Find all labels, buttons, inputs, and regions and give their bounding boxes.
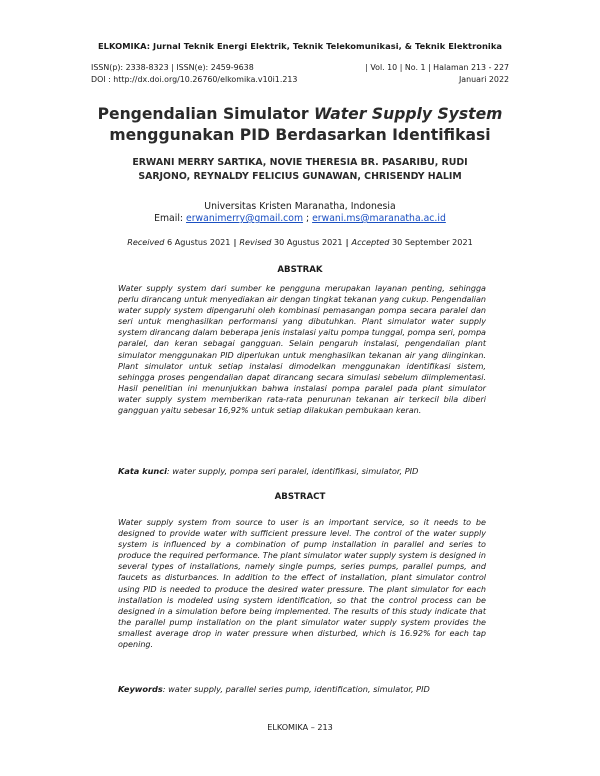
authors-line-2: SARJONO, REYNALDY FELICIUS GUNAWAN, CHRISENDY HALIM [138, 170, 462, 182]
kata-kunci-values: : water supply, pompa seri paralel, identifikasi, simulator, PID [166, 466, 419, 476]
title-italic: Water Supply System [314, 105, 503, 123]
abstrak-text: Water supply system dari sumber ke pengguna merupakan layanan penting, sehingga perlu dirancang untuk menyediakan air dengan tingkat tekanan yang cukup. Pengendalian water supply system dipengaruhi oleh kombinasi pemasangan pompa secara paralel dan seri untuk menghasilkan performansi yang dibutuhkan. Plant simulator water supply system dirancang dalam beberapa jenis instalasi yaitu pompa tunggal, pompa seri, pompa paralel, dan keran sebagai gangguan. Selain pengaruh instalasi, pengendalian plant simulator menggunakan PID diperlukan untuk menghasilkan tekanan air yang diinginkan. Plant simulator untuk setiap instalasi dimodelkan menggunakan identifikasi sistem, sehingga proses pengendalian dapat dirancang secara simulasi sebelum diimplementasi. Hasil penelitian ini menunjukkan bahwa instalasi pompa paralel pada plant simulator water supply system memberikan rata-rata penurunan tekanan air terkecil bila diberi gangguan yaitu sebesar 16,92% untuk setiap dilakukan pembukaan keran. [118, 284, 486, 416]
email-separator: ; [303, 213, 313, 224]
title-part-2: menggunakan PID Berdasarkan Identifikasi [109, 125, 491, 144]
email-link-2[interactable]: erwani.ms@maranatha.ac.id [312, 213, 446, 224]
volume-info: | Vol. 10 | No. 1 | Halaman 213 - 227 [365, 63, 509, 72]
keywords [118, 684, 498, 694]
revised-date: 30 Agustus 2021 [271, 237, 343, 247]
title-part-1: Pengendalian Simulator [97, 105, 315, 123]
received-date: 6 Agustus 2021 [164, 237, 231, 247]
article-dates [0, 237, 600, 247]
kata-kunci [118, 466, 498, 476]
doi[interactable]: DOI : http://dx.doi.org/10.26760/elkomika.v10i1.213 [91, 74, 298, 84]
issue-date: Januari 2022 [458, 74, 509, 84]
keywords-label: Keywords [118, 684, 163, 694]
journal-name: ELKOMIKA: Jurnal Teknik Energi Elektrik, Teknik Telekomunikasi, & Teknik Elektronika [97, 41, 503, 51]
email-link-1[interactable]: erwanimerry@gmail.com [186, 213, 304, 224]
affiliation: Universitas Kristen Maranatha, Indonesia [204, 201, 396, 212]
page-footer: ELKOMIKA – 213 [267, 722, 333, 732]
issue-info [365, 62, 509, 85]
abstract-heading: ABSTRACT [274, 492, 326, 502]
authors-line-1: ERWANI MERRY SARTIKA, NOVIE THERESIA BR. PASARIBU, RUDI [132, 157, 468, 168]
article-title [60, 104, 540, 145]
abstract-text: Water supply system from source to user is an important service, so it needs to be designed to provide water with sufficient pressure level. The control of the water supply system is influenced by a combination of pump installation in parallel and series to produce the required performance. The plant simulator water supply system is designed in several types of installations, namely single pumps, series pumps, parallel pumps, and faucets as disturbances. In addition to the effect of installation, plant simulator control using PID is needed to produce the desired water pressure. The plant simulator for each installation is modeled using system identification, so that the control process can be designed in a simulation before being implemented. The results of this study indicate that the parallel pump installation on the plant simulator water supply system provides the smallest average drop in water pressure when disturbed, which is 16.92% for each tap opening. [118, 518, 486, 650]
date-separator: | [345, 237, 349, 247]
revised-label: Revised [239, 237, 272, 247]
keywords-values: : water supply, parallel series pump, identification, simulator, PID [162, 684, 430, 694]
issn-print: ISSN(p): 2338-8323 [91, 63, 169, 72]
issn-electronic: ISSN(e): 2459-9638 [176, 63, 254, 72]
email-label: Email: [154, 213, 187, 224]
authors [95, 156, 505, 183]
kata-kunci-label: Kata kunci [118, 466, 167, 476]
date-separator: | [233, 237, 237, 247]
email-line [0, 213, 600, 224]
abstrak-heading: ABSTRAK [277, 265, 323, 275]
accepted-date: 30 September 2021 [389, 237, 473, 247]
received-label: Received [127, 237, 165, 247]
accepted-label: Accepted [351, 237, 390, 247]
journal-identifiers: ISSN(p): 2338-8323 | ISSN(e): 2459-9638 DOI : http://dx.doi.org/10.26760/elkomika.v10i1.213 [91, 63, 298, 84]
